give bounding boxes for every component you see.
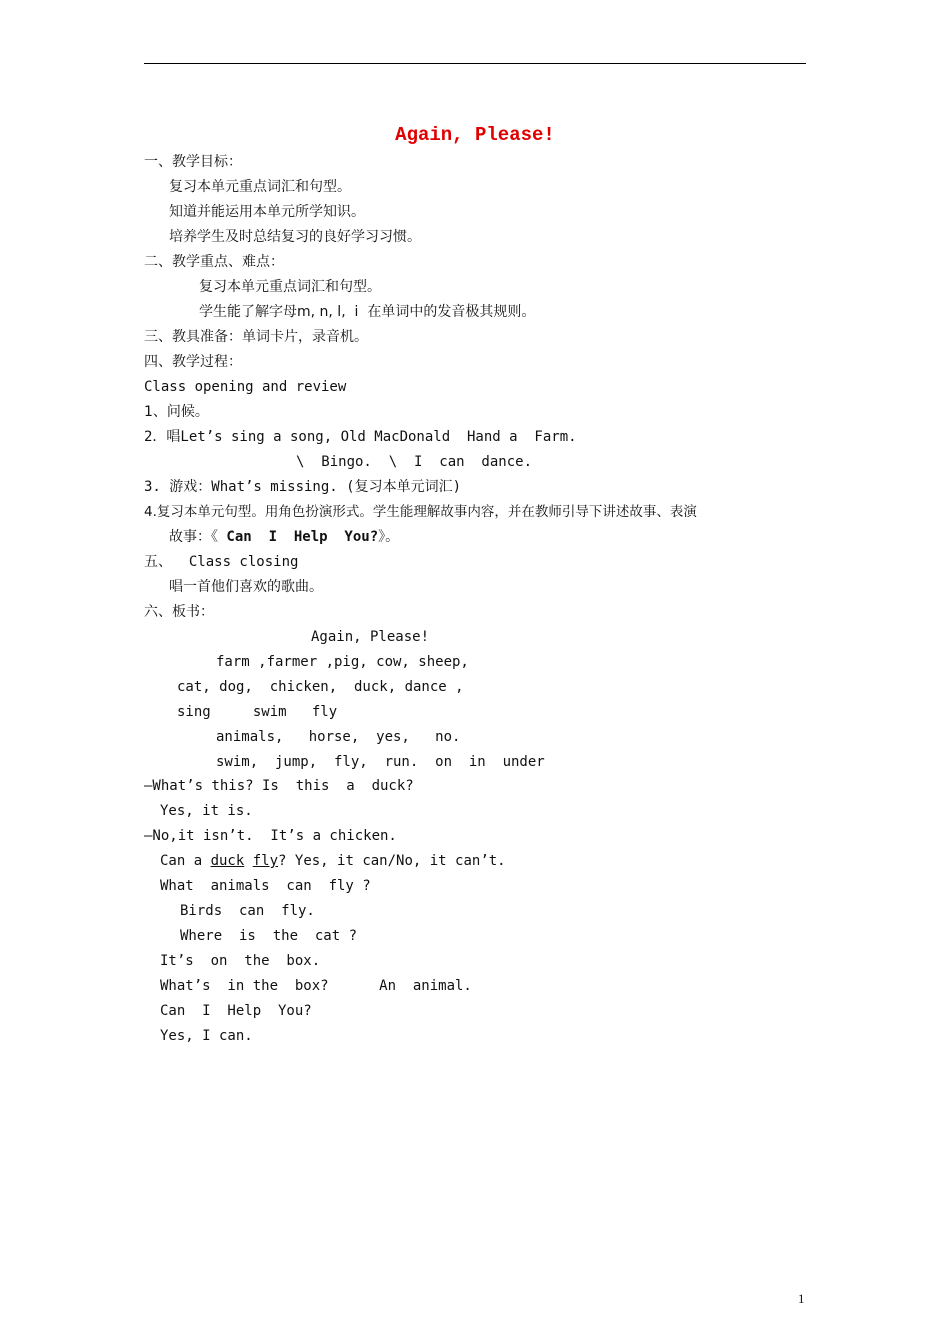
step-4-continued bbox=[169, 527, 399, 547]
board-words: farm ,farmer ,pig, cow, sheep, bbox=[216, 654, 469, 670]
page-title: Again, Please! bbox=[395, 124, 555, 146]
section-2-heading: 二、教学重点、难点： bbox=[144, 254, 284, 270]
section-4-heading: 四、教学过程： bbox=[144, 354, 242, 370]
step-2: 2．唱Let’s sing a song, Old MacDonald Hand a Farm. bbox=[144, 429, 577, 445]
key-point-item: 复习本单元重点词汇和句型。 bbox=[199, 279, 381, 295]
goal-item: 培养学生及时总结复习的良好学习习惯。 bbox=[169, 229, 421, 245]
dialogue-line: It’s on the box. bbox=[160, 953, 321, 969]
step-1: 1、问候。 bbox=[144, 404, 209, 420]
underlined-word: fly bbox=[252, 853, 279, 869]
board-words: swim, jump, fly, run. on in under bbox=[216, 754, 545, 770]
page-number: 1 bbox=[798, 1291, 805, 1306]
step-4: 4.复习本单元句型。用角色扮演形式。学生能理解故事内容，并在教师引导下讲述故事、表演 bbox=[144, 504, 697, 520]
header-rule bbox=[144, 63, 806, 64]
key-point-item: 学生能了解字母m, n, l, i 在单词中的发音极其规则。 bbox=[199, 304, 536, 320]
step-4-story-suffix: 》。 bbox=[378, 529, 400, 545]
section-1-heading: 一、教学目标： bbox=[144, 154, 242, 170]
dialogue-line: Yes, it is. bbox=[160, 803, 253, 819]
dialogue-line bbox=[160, 851, 506, 871]
dialogue-line: What animals can fly ? bbox=[160, 878, 371, 894]
dialogue-text: ? Yes, it can/No, it can’t. bbox=[278, 853, 506, 869]
section-6-heading: 六、板书： bbox=[144, 604, 214, 620]
step-4-story-prefix: 故事：《 bbox=[169, 529, 218, 545]
board-words: animals, horse, yes, no. bbox=[216, 729, 461, 745]
dialogue-line: What’s in the box? An animal. bbox=[160, 978, 472, 994]
section-3-heading: 三、教具准备：单词卡片，录音机。 bbox=[144, 329, 368, 345]
section-5-heading: 五、 Class closing bbox=[144, 554, 299, 570]
underlined-word: duck bbox=[210, 853, 245, 869]
class-opening-line: Class opening and review bbox=[144, 379, 347, 395]
board-title: Again, Please! bbox=[311, 629, 430, 645]
goal-item: 知道并能运用本单元所学知识。 bbox=[169, 204, 365, 220]
board-words: cat, dog, chicken, duck, dance , bbox=[177, 679, 464, 695]
step-3: 3. 游戏：What’s missing. (复习本单元词汇) bbox=[144, 479, 462, 495]
dialogue-line: Birds can fly. bbox=[180, 903, 315, 919]
closing-item: 唱一首他们喜欢的歌曲。 bbox=[169, 579, 323, 595]
step-2-continued: \ Bingo. \ I can dance. bbox=[296, 454, 533, 470]
story-title: Can I Help You? bbox=[218, 529, 379, 545]
dialogue-line: Yes, I can. bbox=[160, 1028, 253, 1044]
dialogue-line: —What’s this? Is this a duck? bbox=[144, 778, 414, 794]
dialogue-line: —No,it isn’t. It’s a chicken. bbox=[144, 828, 397, 844]
dialogue-line: Can I Help You? bbox=[160, 1003, 312, 1019]
dialogue-line: Where is the cat ? bbox=[180, 928, 358, 944]
dialogue-text: Can a bbox=[160, 853, 211, 869]
board-words: sing swim fly bbox=[177, 704, 338, 720]
goal-item: 复习本单元重点词汇和句型。 bbox=[169, 179, 351, 195]
